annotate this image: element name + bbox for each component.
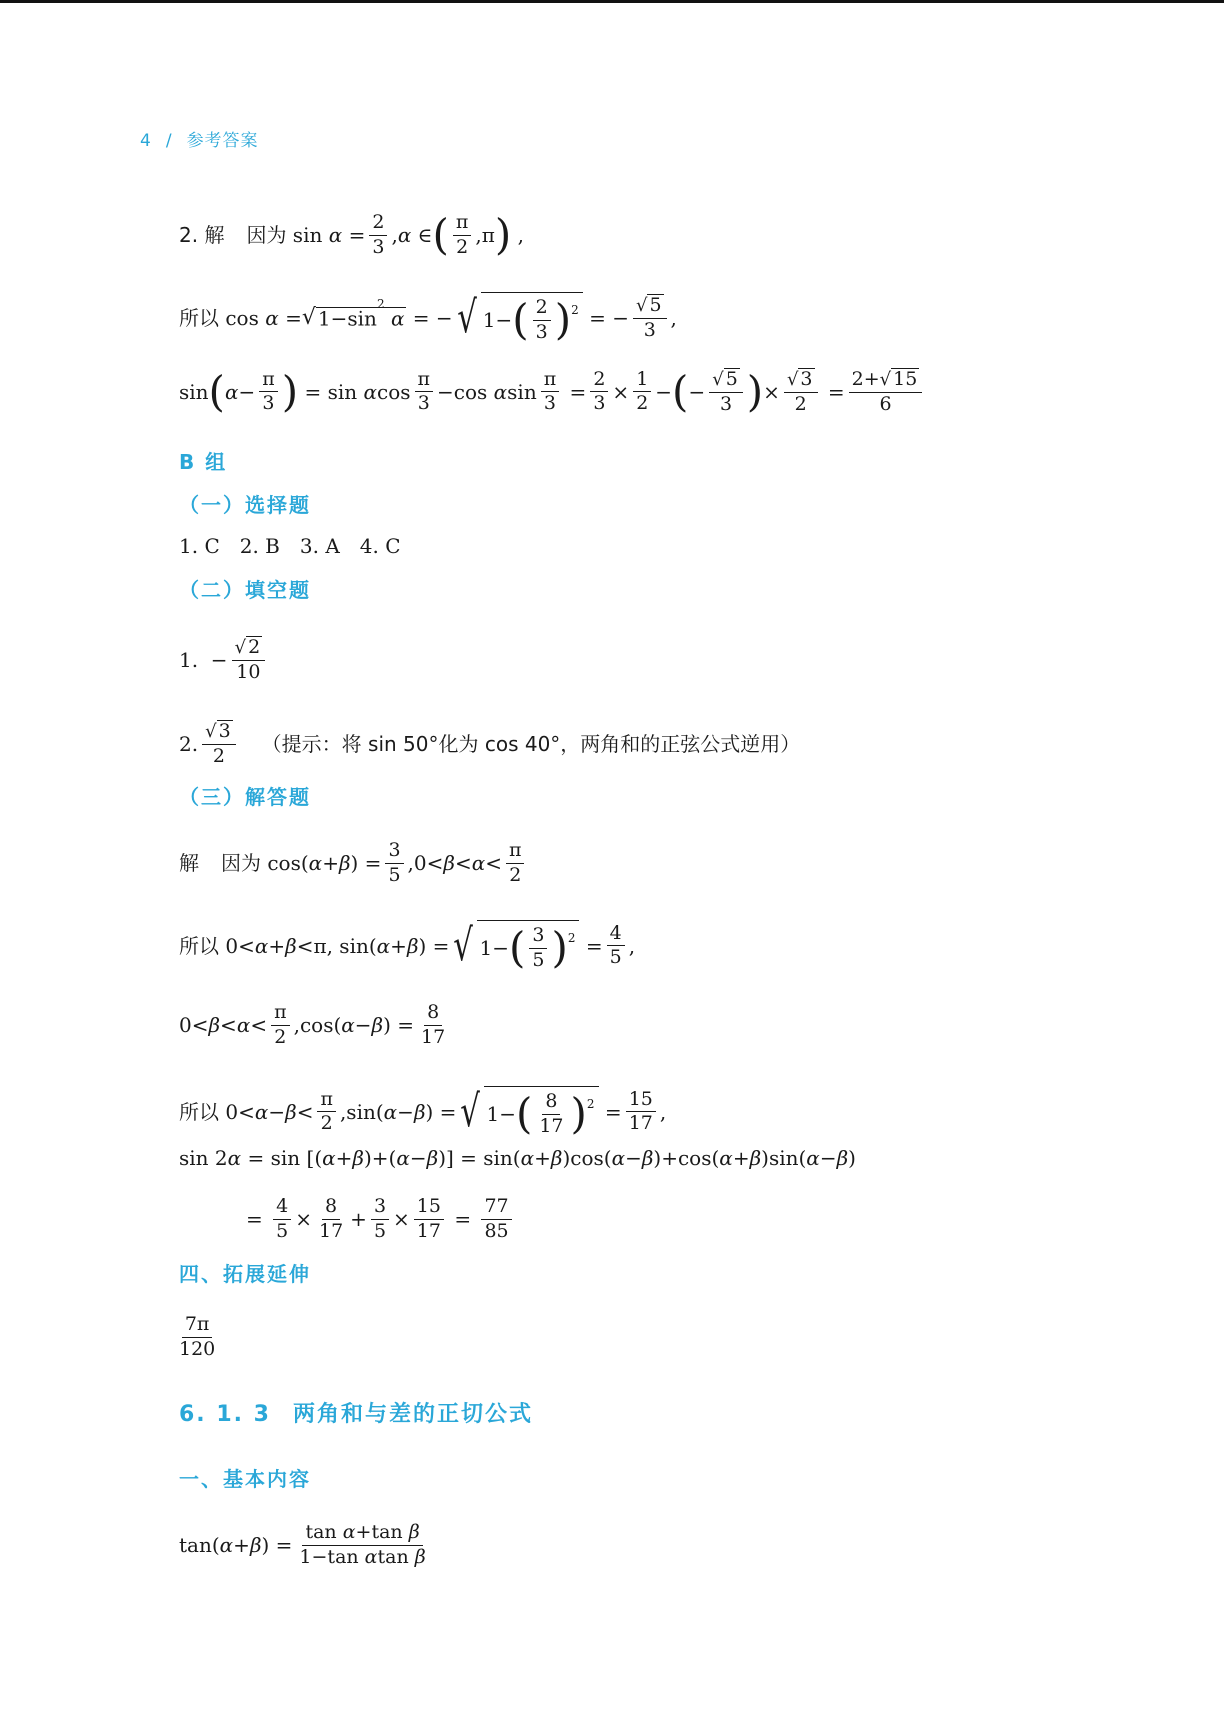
q2-line3: sin ( α − $\frac{\pi}{3}$ ) = sin α cos $\frac{\pi}{3}$ −cos α sin $\frac{\pi}{3}$ = $\frac{2}{3}$ × $\frac{1}{2}$ − ( − √ 5 3 ) × √ 3 2 = 2+ √ 15 6	[179, 368, 926, 416]
q2-therefore: 所以	[179, 305, 219, 330]
solve-line4: 所以 0< α − β < $\frac{\pi}{2}$ ,sin( α − β ) = √ 1− ( $\frac{8}{17}$ ) 2 = $\frac{15}{17}$ ,	[179, 1085, 667, 1139]
fraction: $\frac{2}{3}$	[369, 212, 387, 259]
section-number: 6. 1. 3	[179, 1402, 271, 1427]
q2-line2: 所以 cos α = √ $1-\sin^2$ α = − √ 1− ( $\frac{2}{3}$ ) 2 = − √ 5 3 ,	[179, 291, 677, 345]
fill-title: （二）填空题	[179, 578, 311, 602]
solve-line2: 所以 0< α + β <π, sin( α + β ) = √ 1− ( $\frac{3}{5}$ ) 2 = $\frac{4}{5}$ ,	[179, 919, 636, 973]
solve-label: 解	[179, 851, 199, 876]
header-title: 参考答案	[186, 131, 259, 151]
mc-title: （一）选择题	[179, 493, 311, 517]
fill2: 2. √ 3 2 （提示：将 sin 50°化为 cos 40°，两角和的正弦公式逆用）	[179, 720, 801, 767]
header-separator: /	[165, 131, 173, 151]
basic-title: 一、基本内容	[179, 1467, 311, 1491]
section-title: 两角和与差的正切公式	[292, 1402, 533, 1427]
solve-therefore-1: 所以	[179, 933, 219, 958]
solve-therefore-2: 所以	[179, 1099, 219, 1124]
q2-line1: 2. 解 因为 sin α = $\frac{2}{3}$ , α ∈ ( $\frac{\pi}{2}$ ,π ) ,	[179, 210, 525, 260]
solve-line6: = $\frac{4}{5}$ × $\frac{8}{17}$ + $\frac{3}{5}$ × $\frac{15}{17}$ = $\frac{77}{85}$	[246, 1196, 516, 1243]
fill1-label: 1.	[179, 647, 199, 672]
top-rule	[0, 0, 1224, 3]
solve-title: （三）解答题	[179, 785, 311, 809]
tan-formula: tan( α + β ) = $\frac{\text{tan α+tan β}}{\text{1−tan αtan β}}$	[179, 1521, 426, 1568]
extension-answer-den: 120	[179, 1337, 216, 1360]
solve-line3: 0< β < α < $\frac{\pi}{2}$ ,cos( α − β ) = $\frac{8}{17}$	[179, 1001, 446, 1048]
fill1: 1. − √ 2 10	[179, 636, 269, 684]
solve-because: 因为	[221, 851, 261, 876]
extension-answer	[176, 1314, 218, 1361]
page-number: 4	[140, 131, 152, 151]
running-header	[140, 126, 259, 151]
q2-label: 2. 解	[179, 223, 225, 248]
solve-line5: sin 2 α = sin [( α + β )+( α − β )] = sin( α + β )cos( α − β )+cos( α + β )sin( α − β )	[179, 1146, 856, 1170]
section-heading	[179, 1404, 533, 1426]
q2-because: 因为	[246, 223, 287, 248]
fill2-hint: （提示：将 sin 50°化为 cos 40°，两角和的正弦公式逆用）	[261, 731, 801, 756]
extension-title: 四、拓展延伸	[179, 1262, 311, 1286]
fill2-label: 2.	[179, 731, 199, 756]
mc-answers: 1. C 2. B 3. A 4. C	[179, 534, 401, 558]
group-b-title: B 组	[179, 450, 228, 474]
solve-line1: 解 因为 cos( α + β ) = $\frac{3}{5}$ ,0< β < α < $\frac{\pi}{2}$	[179, 840, 528, 887]
extension-answer-num: 7π	[182, 1314, 213, 1338]
